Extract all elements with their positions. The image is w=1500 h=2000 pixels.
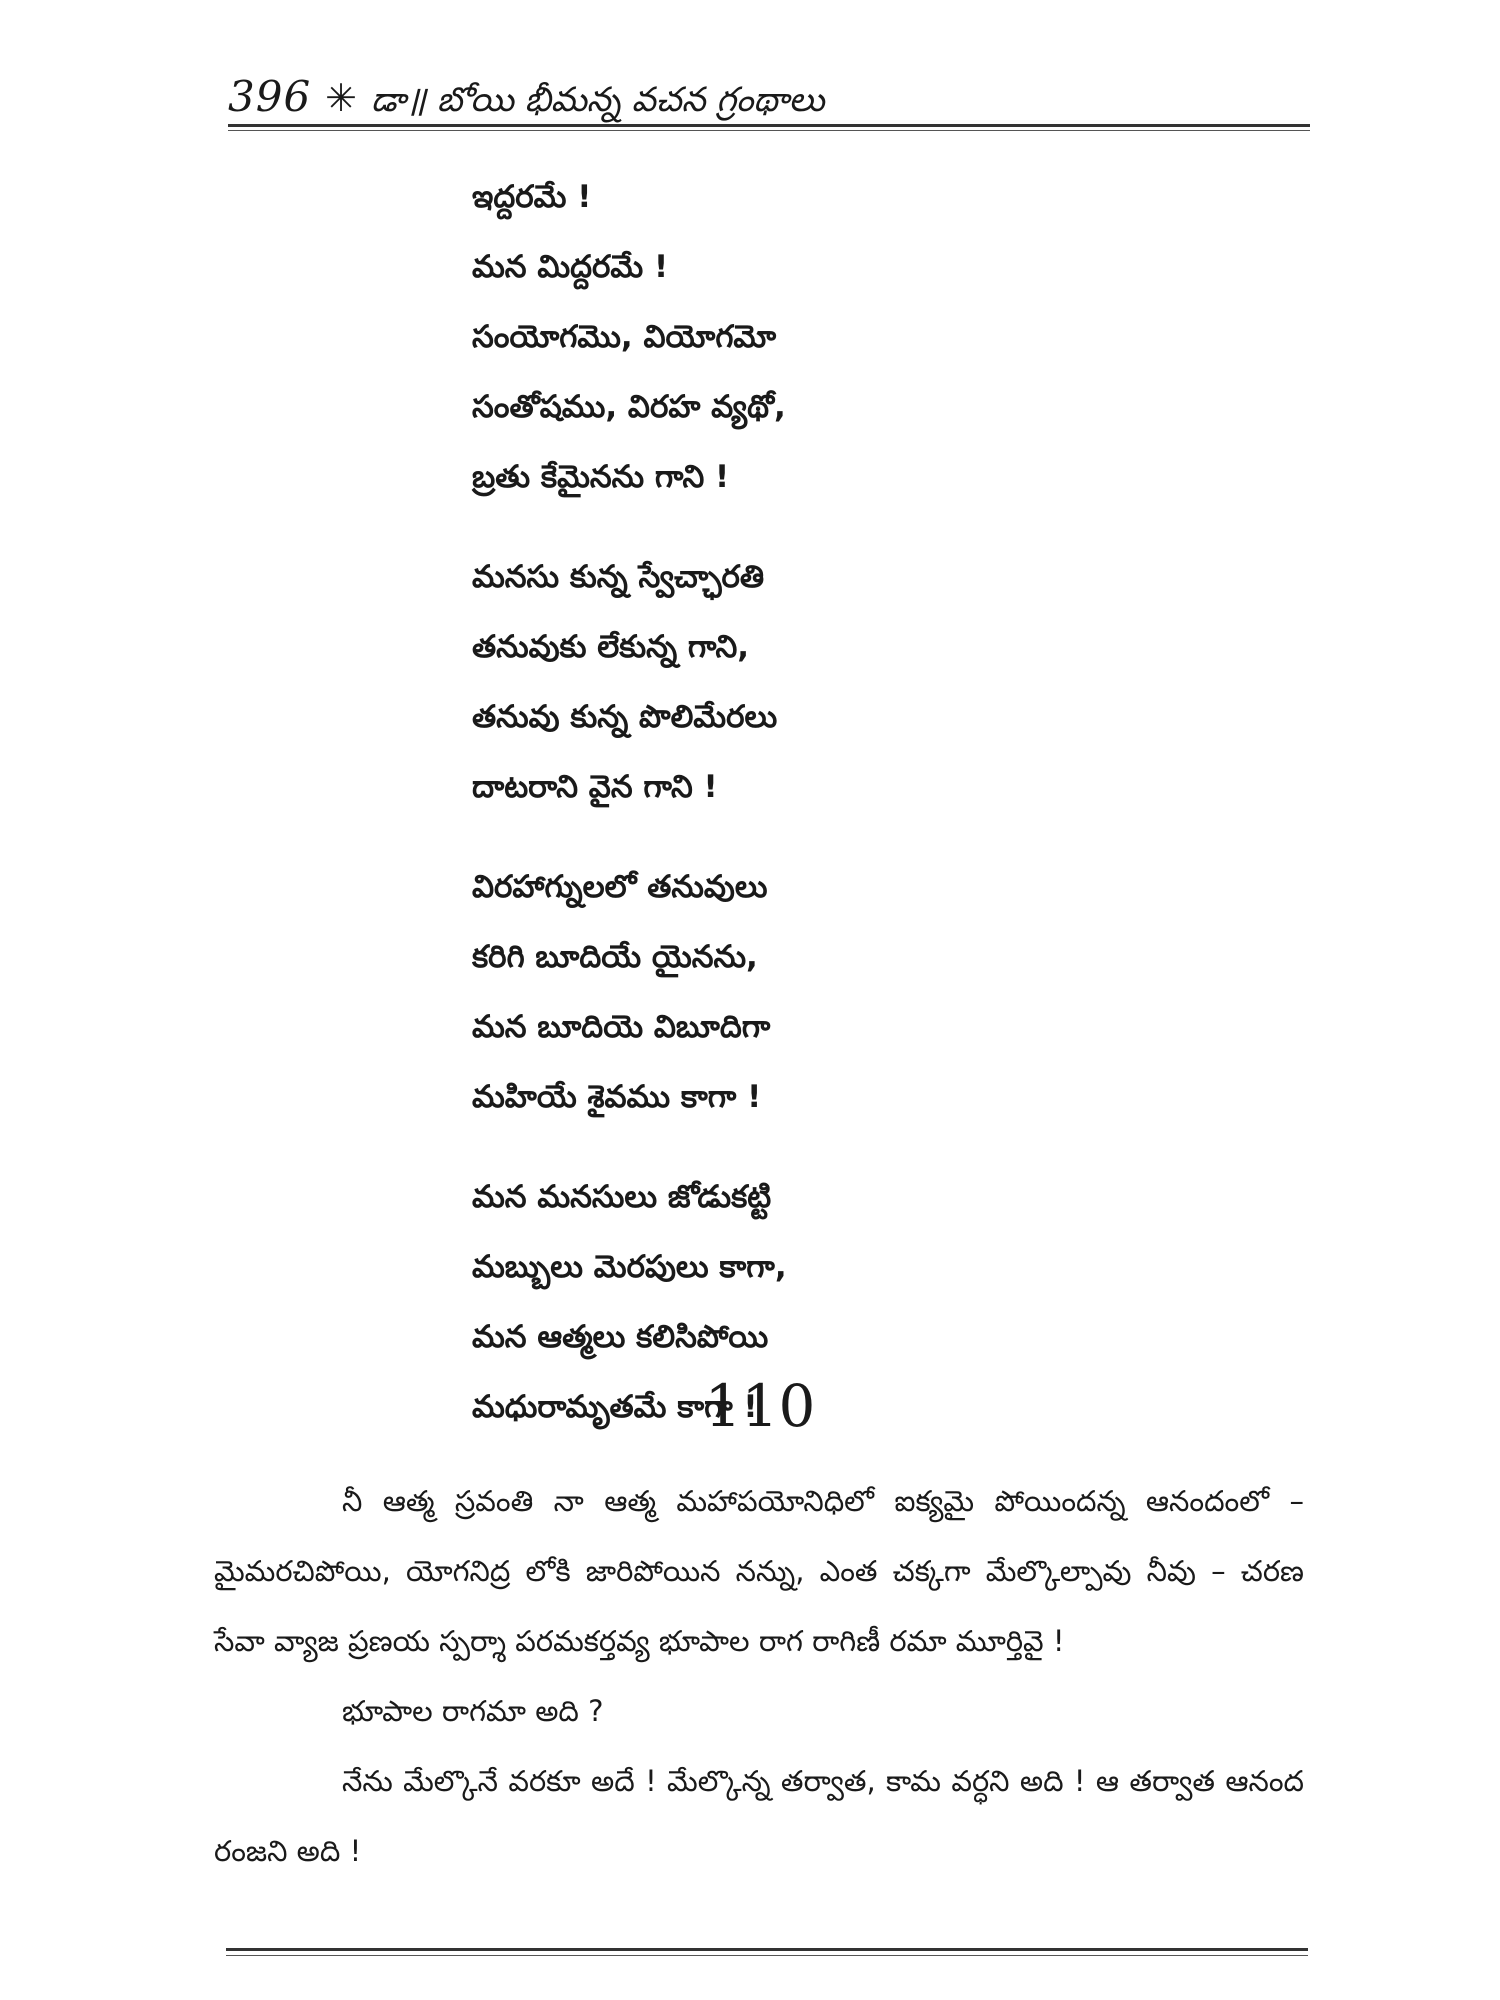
verse-line: సంయోగమొ, వియోగమో — [472, 319, 777, 355]
verse-line: బ్రతు కేమైనను గాని ! — [472, 459, 730, 495]
stanza-2 — [472, 542, 1172, 822]
verse-line: మహియే శైవము కాగా ! — [472, 1079, 762, 1115]
verse-line: మన మనసులు జోడుకట్టి — [472, 1179, 772, 1215]
footer-rule-thin — [226, 1955, 1308, 1956]
page-header — [228, 72, 1308, 132]
verse-line: మన బూదియె విబూదిగా — [472, 1009, 771, 1045]
stanza-1 — [472, 162, 1172, 512]
page-number: 396 — [228, 72, 312, 121]
verse-line: ఇద్దరమే ! — [472, 179, 592, 215]
footer-rule — [226, 1948, 1308, 1951]
poem — [472, 162, 1172, 1472]
verse-line: తనువుకు లేకున్న గాని, — [472, 629, 750, 665]
prose-paragraph: నేను మేల్కొనే వరకూ అదే ! మేల్కొన్న తర్వాత, కామ వర్ధని అది ! ఆ తర్వాత ఆనంద రంజని అది ! — [214, 1764, 1304, 1868]
verse-line: సంతోషము, విరహ వ్యథో, — [472, 389, 786, 425]
stanza-3 — [472, 852, 1172, 1132]
verse-line: కరిగి బూదియే యైనను, — [472, 939, 758, 975]
verse-line: మధురామృతమే కాగా ! — [472, 1389, 758, 1425]
section-number: 110 — [704, 1372, 816, 1440]
prose-body — [214, 1466, 1304, 1886]
prose-paragraph: నీ ఆత్మ స్రవంతి నా ఆత్మ మహాపయోనిధిలో ఐక్యమై పోయిందన్న ఆనందంలో – మైమరచిపోయి, యోగనిద్ర లోకి జారిపోయిన నన్ను, ఎంత చక్కగా మేల్కొల్పావు నీవు – చరణ సేవా వ్యాజ ప్రణయ స్పర్శా పరమకర్తవ్య భూపాల రాగ రాగిణీ రమా మూర్తివై ! — [214, 1484, 1304, 1658]
asterism-icon: ✳ — [325, 76, 358, 120]
verse-line: మబ్బులు మెరపులు కాగా, — [472, 1249, 787, 1285]
header-rule — [228, 124, 1310, 127]
verse-line: దాటరాని వైన గాని ! — [472, 769, 718, 805]
verse-line: తనువు కున్న పొలిమేరలు — [472, 699, 778, 735]
verse-line: మనసు కున్న స్వేచ్ఛారతి — [472, 559, 765, 595]
verse-line: విరహాగ్నులలో తనువులు — [472, 869, 768, 905]
verse-line: మన ఆత్మలు కలిసిపోయి — [472, 1319, 769, 1355]
verse-line: మన మిద్దరమే ! — [472, 249, 669, 285]
prose-paragraph: భూపాల రాగమా అది ? — [342, 1694, 604, 1728]
header-rule-thin — [228, 130, 1310, 131]
running-title: డా॥ బోయి భీమన్న వచన గ్రంథాలు — [371, 80, 825, 120]
